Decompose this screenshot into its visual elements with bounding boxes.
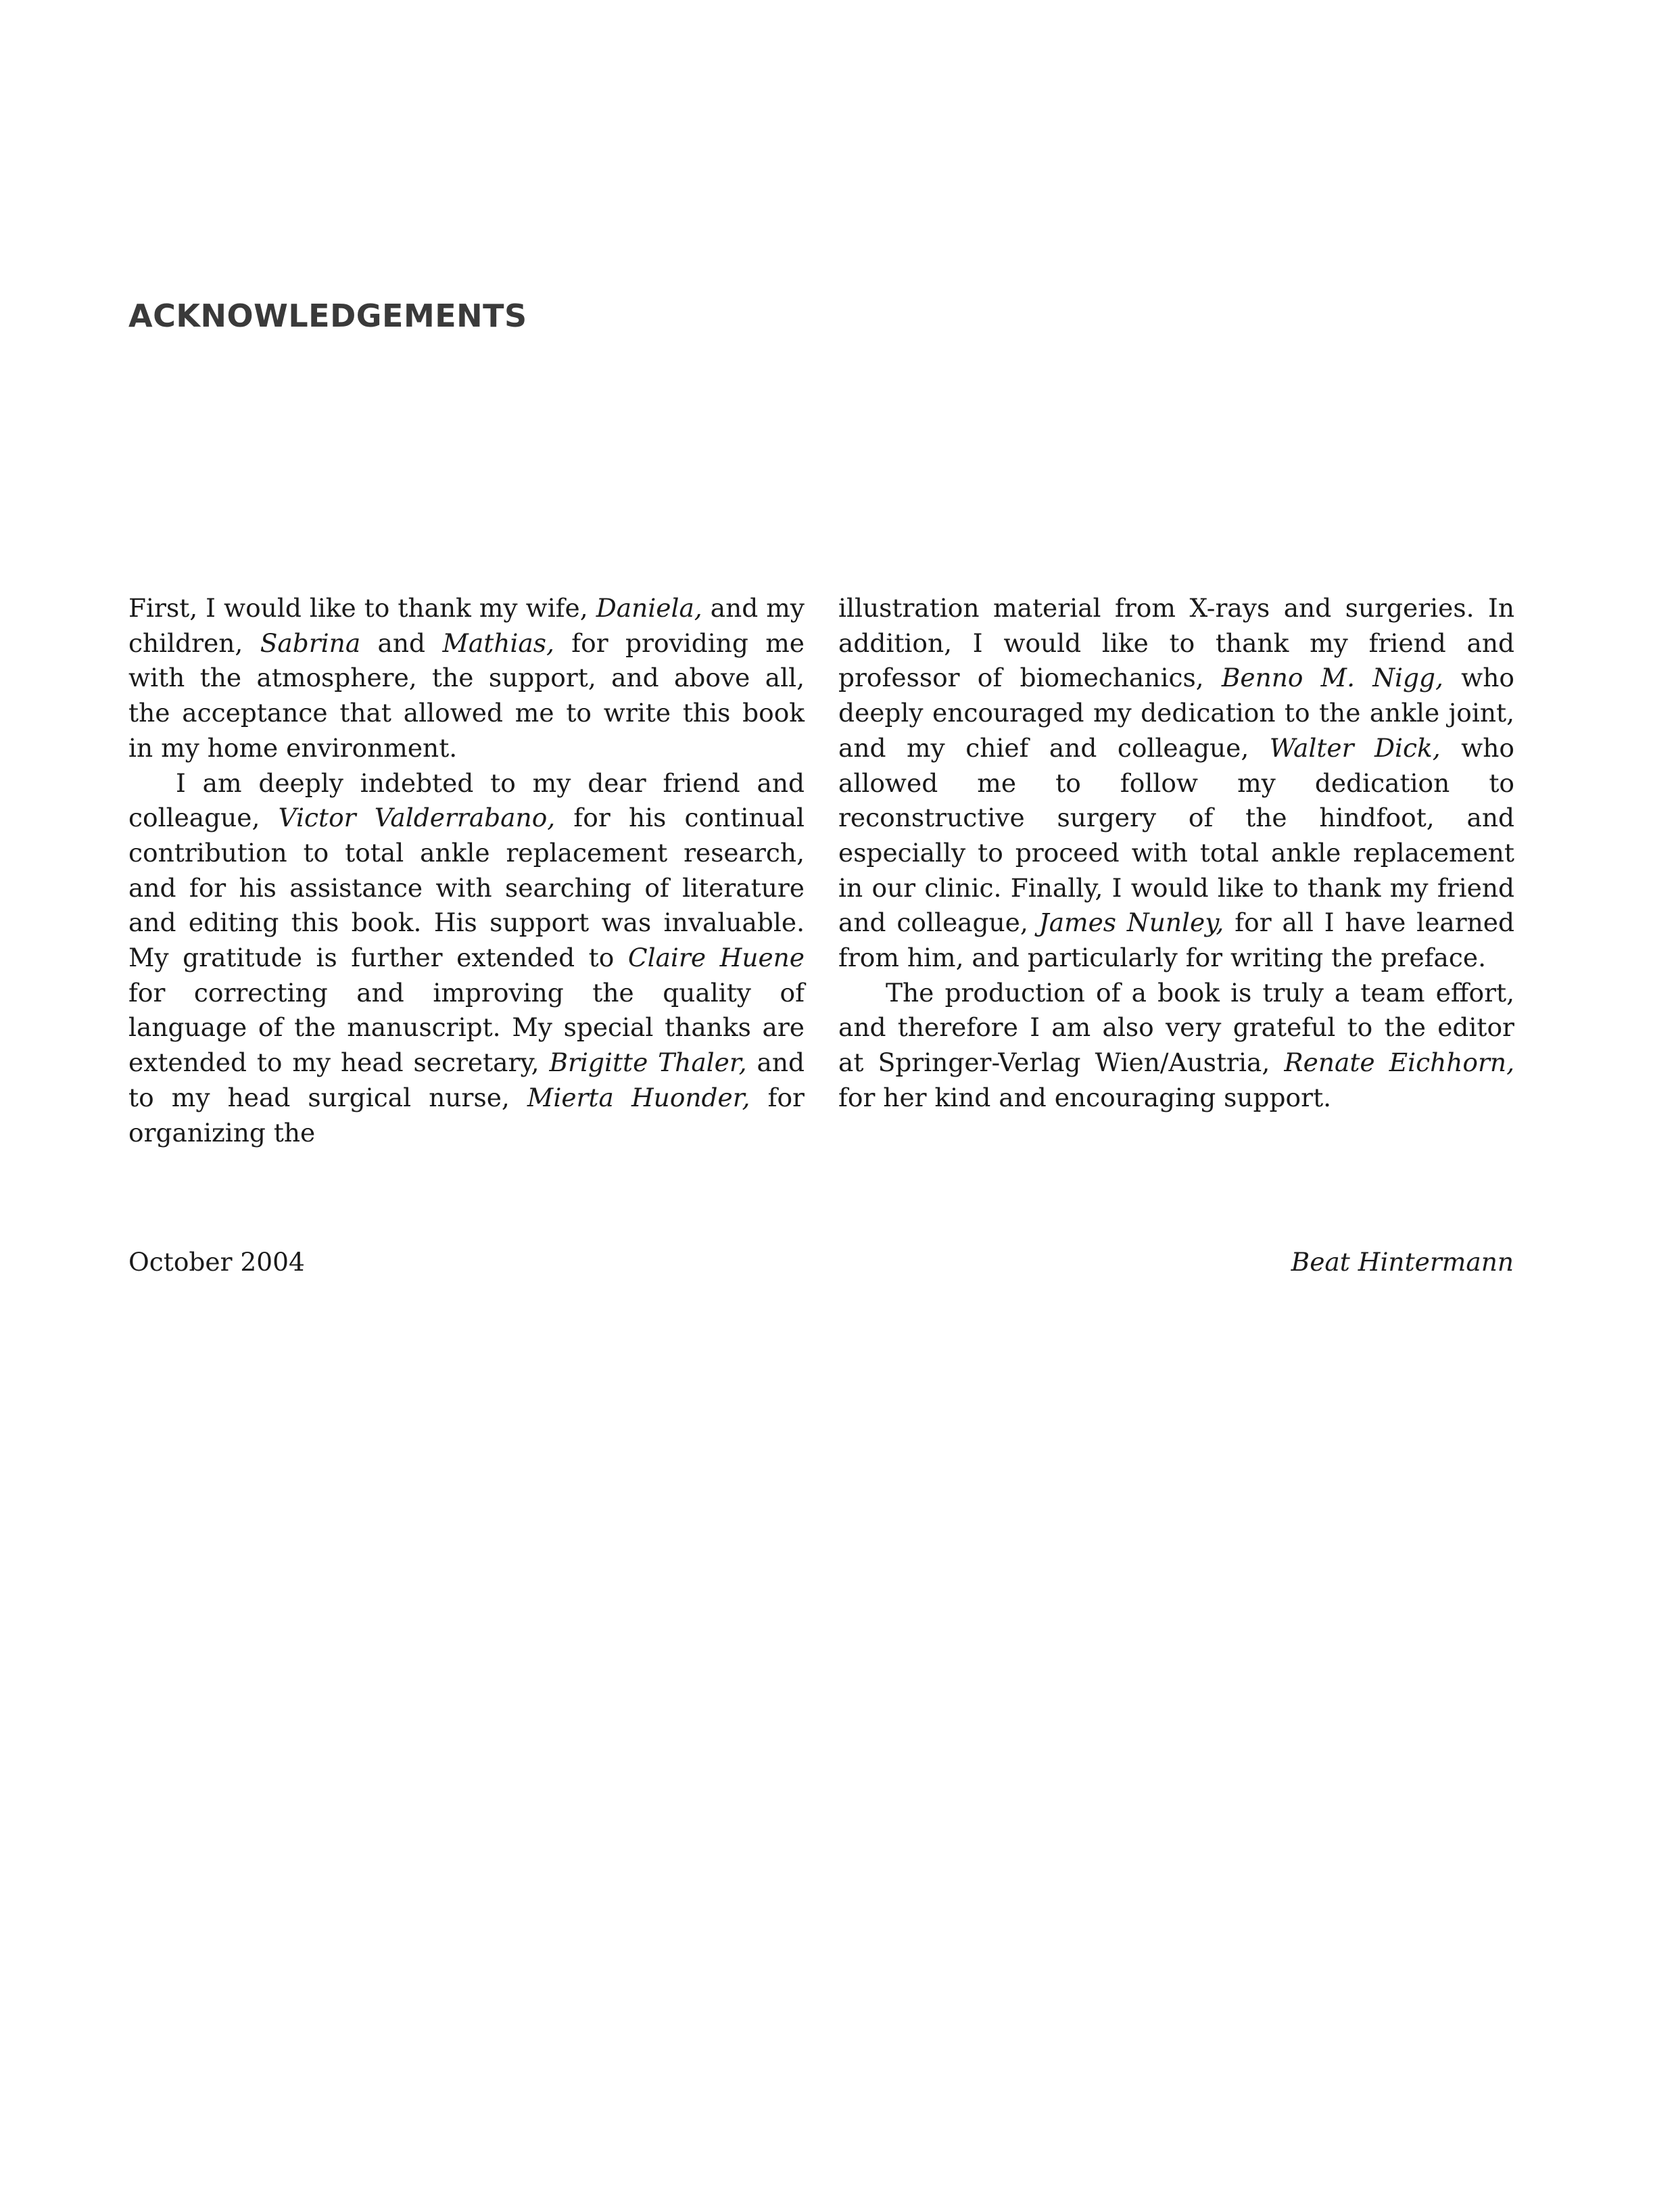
page-title: ACKNOWLEDGEMENTS [128,298,527,334]
person-name: Brigitte Thaler, [549,1048,747,1078]
person-name: Renate Eichhorn, [1284,1048,1514,1078]
text-segment: illustration material from X-rays and surgeries. In addition, I would like to thank my friend and professor of biomechanics, [838,593,1514,693]
person-name: Claire Huene [627,943,805,973]
text-segment: First, I would like to thank my wife, [128,593,596,623]
person-name: Mathias, [442,628,554,658]
text-segment: and my children, [128,593,805,658]
text-segment: for his continual contribution to total ankle replacement research, and for his assistance with searching of literature and editing this book. His support was invaluable. My gratitude is further extended to [128,803,805,973]
person-name: Sabrina [260,628,361,658]
person-name: Walter Dick, [1269,732,1441,763]
paragraph-colleague-thanks [128,766,805,1151]
date-line: October 2004 [128,1247,305,1277]
person-name: James Nunley, [1038,908,1224,938]
text-segment: who deeply encouraged my dedication to the ankle joint, and my chief and colleague, [838,663,1514,763]
paragraph-editor-thanks [838,976,1514,1116]
text-segment: who allowed me to follow my dedication to reconstructive surgery of the hindfoot, and especially to proceed with total ankle replacement in our clinic. Finally, I would like to thank my friend and colleague, [838,732,1514,938]
person-name: Mierta Huonder, [527,1082,750,1112]
text-segment: for providing me with the atmosphere, the support, and above all, the acceptance that allowed me to write this book in my home environment. [128,628,805,763]
text-segment: for all I have learned from him, and particularly for writing the preface. [838,908,1514,973]
text-segment: and to my head surgical nurse, [128,1048,805,1112]
person-name: Victor Valderrabano, [278,803,556,833]
text-segment: The production of a book is truly a team effort, and therefore I am also very grateful to the editor at Springer-Verlag Wien/Austria, [838,977,1514,1078]
paragraph-colleague-thanks-continued [838,591,1514,976]
right-column [838,591,1514,1116]
author-signature: Beat Hintermann [1291,1247,1514,1277]
text-segment: for correcting and improving the quality of language of the manuscript. My special thanks are extended to my head secretary, [128,977,805,1078]
text-segment: and [360,628,443,658]
paragraph-family-thanks [128,591,805,766]
person-name: Benno M. Nigg, [1221,663,1443,693]
text-segment: for her kind and encouraging support. [838,1082,1332,1112]
person-name: Daniela, [596,593,702,623]
left-column [128,591,805,1150]
text-segment: I am deeply indebted to my dear friend and colleague, [128,768,805,833]
text-segment: for organizing the [128,1082,805,1148]
